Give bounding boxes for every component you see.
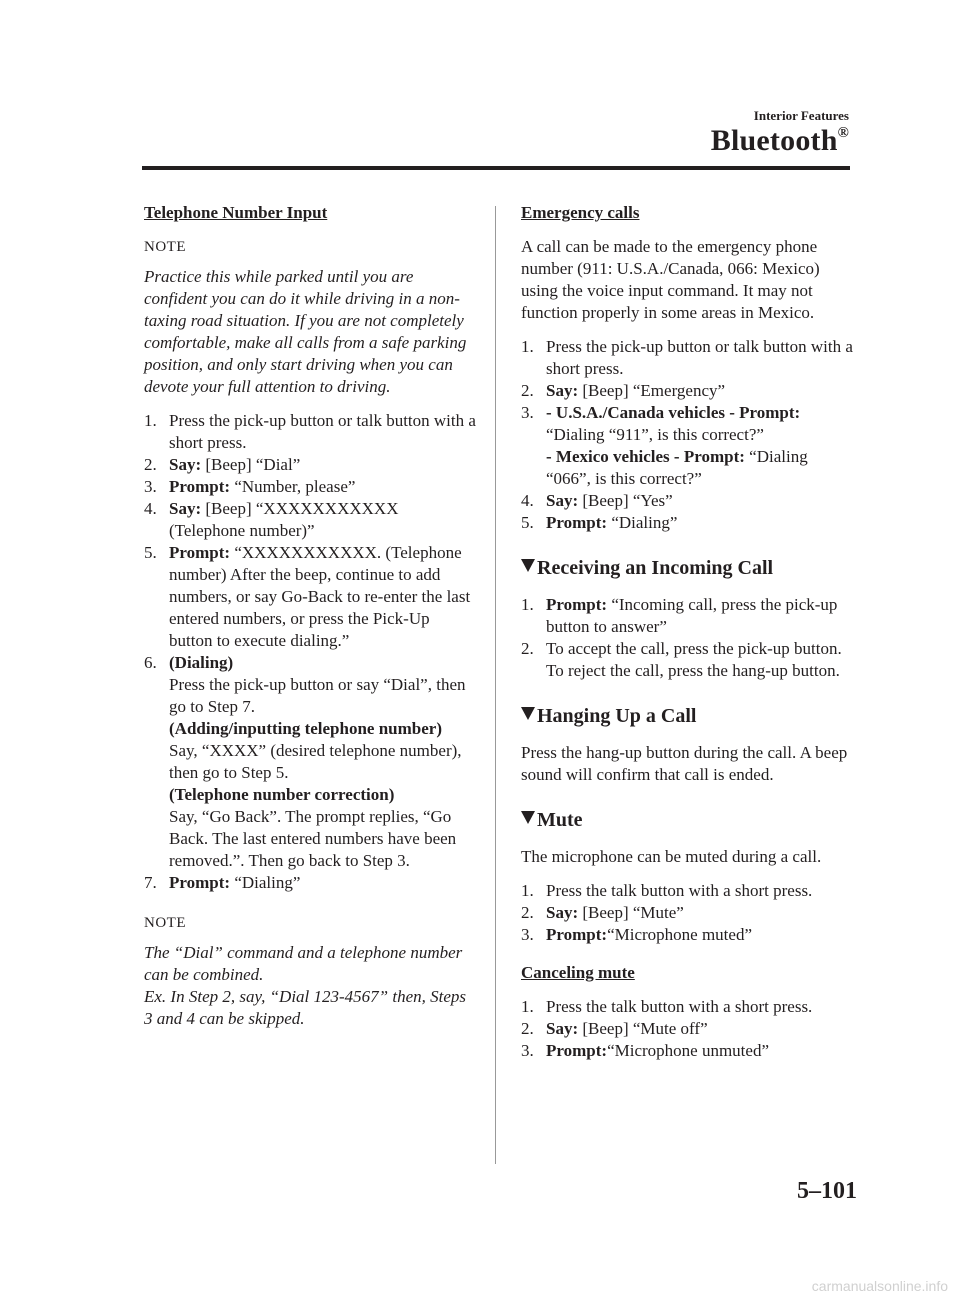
step-keyword: Prompt: <box>169 477 231 496</box>
step-text: [Beep] “Dial” <box>201 455 301 474</box>
hanging-up-heading-text: Hanging Up a Call <box>537 705 697 727</box>
dialing-text: Press the pick-up button or say “Dial”, then go to Step 7. <box>169 675 466 716</box>
mute-intro: The microphone can be muted during a call. <box>521 847 822 866</box>
accept-text: To accept the call, press the pick-up button. <box>546 639 842 658</box>
step-number: 5. <box>521 513 534 532</box>
step-keyword: Say: <box>169 499 202 518</box>
note-line: The “Dial” command and a telephone number can be combined. <box>144 943 463 984</box>
emergency-steps <box>521 336 855 534</box>
step-text: Press the pick-up button or talk button with a short press. <box>169 411 476 452</box>
header-rule <box>142 166 850 170</box>
canceling-mute-heading: Canceling mute <box>521 963 635 982</box>
step-text: “XXXXXXXXXXX. (Telephone number) After the beep, continue to add numbers, or say Go-Back to re-enter the last entered numbers, or press the Pick-Up button to execute dialing.” <box>169 543 471 650</box>
step-number: 1. <box>521 337 534 356</box>
step-item <box>521 336 855 380</box>
step-text: Press the pick-up button or talk button with a short press. <box>546 337 853 378</box>
step-text: “Microphone unmuted” <box>607 1041 769 1060</box>
emergency-calls-heading: Emergency calls <box>521 203 640 222</box>
step-number: 1. <box>521 997 534 1016</box>
step-item <box>144 454 476 476</box>
usa-canada-text: “Dialing “911”, is this correct?” <box>546 425 764 444</box>
step-item <box>521 996 855 1018</box>
step-number: 3. <box>521 1041 534 1060</box>
adding-label: (Adding/inputting telephone number) <box>169 719 442 738</box>
page-title-text: Bluetooth <box>710 124 838 157</box>
step-item <box>521 490 855 512</box>
step-text: [Beep] “Mute” <box>578 903 684 922</box>
step-text: [Beep] “Mute off” <box>578 1019 708 1038</box>
step-item <box>144 652 476 872</box>
note-line: Ex. In Step 2, say, “Dial 123-4567” then, Steps 3 and 4 can be skipped. <box>144 987 467 1028</box>
step-item <box>144 872 476 894</box>
triangle-icon <box>521 559 535 572</box>
cancel-mute-steps <box>521 996 855 1062</box>
step-number: 2. <box>144 455 157 474</box>
note-label: NOTE <box>144 915 186 931</box>
adding-text: Say, “XXXX” (desired telephone number), then go to Step 5. <box>169 741 462 782</box>
step-item <box>521 638 855 682</box>
step-item <box>144 410 476 454</box>
triangle-icon <box>521 707 535 720</box>
step-item <box>144 542 476 652</box>
correction-text: Say, “Go Back”. The prompt replies, “Go Back. The last entered numbers have been removed.”. Then go back to Step 3. <box>169 807 457 870</box>
step-number: 2. <box>521 1019 534 1038</box>
step-text: [Beep] “XXXXXXXXXXX (Telephone number)” <box>169 499 399 540</box>
telephone-number-input-heading: Telephone Number Input <box>144 203 328 222</box>
step-item <box>521 902 855 924</box>
step-number: 2. <box>521 903 534 922</box>
mute-heading <box>521 808 855 832</box>
step-item <box>144 498 476 542</box>
step-item <box>144 476 476 498</box>
note-label: NOTE <box>144 239 186 255</box>
step-item <box>521 512 855 534</box>
step-item <box>521 380 855 402</box>
step-text: Press the talk button with a short press. <box>546 997 813 1016</box>
hanging-up-heading <box>521 704 855 728</box>
step-keyword: Prompt: <box>546 595 608 614</box>
step-keyword: Prompt: <box>546 1041 608 1060</box>
receiving-steps <box>521 594 855 682</box>
step-number: 4. <box>521 491 534 510</box>
step-keyword: Prompt: <box>546 513 608 532</box>
step-number: 6. <box>144 653 157 672</box>
step-number: 2. <box>521 381 534 400</box>
step-item <box>521 1040 855 1062</box>
step-text: “Microphone muted” <box>607 925 752 944</box>
step-text: “Incoming call, press the pick-up button to answer” <box>546 595 838 636</box>
step-item <box>521 1018 855 1040</box>
page-number: 5–101 <box>797 1178 857 1204</box>
step-keyword: Prompt: <box>169 873 231 892</box>
mute-steps <box>521 880 855 946</box>
step-keyword: Prompt: <box>169 543 231 562</box>
step-number: 4. <box>144 499 157 518</box>
receiving-call-heading <box>521 556 855 580</box>
step-number: 3. <box>521 403 534 422</box>
mexico-text: “Dialing “066”, is this correct?” <box>546 447 808 488</box>
step-number: 2. <box>521 639 534 658</box>
step-text: “Dialing” <box>230 873 301 892</box>
step-keyword: Say: <box>546 1019 579 1038</box>
step-keyword: Say: <box>546 903 579 922</box>
step-number: 1. <box>521 595 534 614</box>
step-item <box>521 880 855 902</box>
step-number: 3. <box>521 925 534 944</box>
telephone-steps <box>144 410 476 894</box>
step-keyword: Prompt: <box>546 925 608 944</box>
mexico-prompt: - Mexico vehicles - Prompt: <box>546 447 745 466</box>
receiving-call-heading-text: Receiving an Incoming Call <box>537 557 774 579</box>
correction-label: (Telephone number correction) <box>169 785 395 804</box>
step-text: [Beep] “Yes” <box>578 491 673 510</box>
step-text: [Beep] “Emergency” <box>578 381 726 400</box>
note-text <box>144 942 476 1030</box>
registered-mark: ® <box>837 125 849 141</box>
step-item <box>521 402 855 490</box>
step-number: 3. <box>144 477 157 496</box>
watermark: carmanualsonline.info <box>811 1278 948 1294</box>
step-text: “Number, please” <box>230 477 356 496</box>
step-keyword: Say: <box>169 455 202 474</box>
section-label: Interior Features <box>753 108 849 123</box>
step-item <box>521 594 855 638</box>
step-item <box>521 924 855 946</box>
left-column <box>144 202 476 1042</box>
column-divider <box>495 206 496 1164</box>
dialing-label: (Dialing) <box>169 653 234 672</box>
usa-canada-prompt: - U.S.A./Canada vehicles - Prompt: <box>546 403 801 422</box>
step-keyword: Say: <box>546 381 579 400</box>
triangle-icon <box>521 811 535 824</box>
step-number: 5. <box>144 543 157 562</box>
step-number: 1. <box>521 881 534 900</box>
step-number: 1. <box>144 411 157 430</box>
note-text: Practice this while parked until you are confident you can do it while driving in a non-taxing road situation. If you are not completely comfortable, make all calls from a safe parking position, and only start driving when you can devote your full attention to driving. <box>144 267 467 396</box>
mute-heading-text: Mute <box>537 809 583 831</box>
page-title <box>711 124 849 158</box>
step-text: Press the talk button with a short press. <box>546 881 813 900</box>
emergency-intro: A call can be made to the emergency phone number (911: U.S.A./Canada, 066: Mexico) using the voice input command. It may not function properly in some areas in Mexico. <box>521 237 820 322</box>
right-column <box>521 202 855 1074</box>
step-keyword: Say: <box>546 491 579 510</box>
step-number: 7. <box>144 873 157 892</box>
reject-text: To reject the call, press the hang-up button. <box>546 661 840 680</box>
step-text: “Dialing” <box>607 513 678 532</box>
hanging-up-text: Press the hang-up button during the call. A beep sound will confirm that call is ended. <box>521 743 848 784</box>
